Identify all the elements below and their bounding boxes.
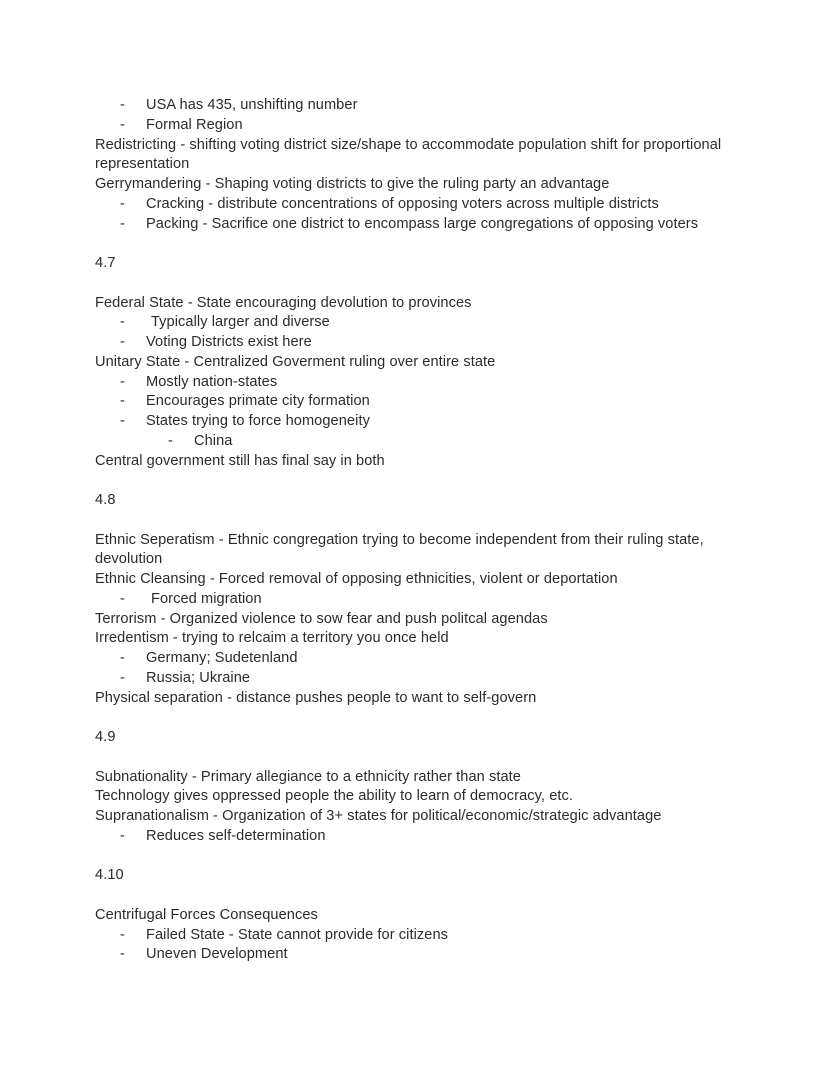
- note-bullet-label: Packing - Sacrifice one district to encompass large congregations of opposing voters: [146, 215, 699, 232]
- section-number: 4.10: [95, 867, 124, 884]
- note-bullet-level-1: [120, 215, 729, 235]
- note-paragraph: Centrifugal Forces Consequences: [95, 906, 318, 923]
- note-bullet-label: USA has 435, unshifting number: [146, 97, 358, 113]
- note-bullet-level-1: [120, 669, 729, 689]
- note-bullet-label: Typically larger and diverse: [151, 314, 330, 331]
- note-bullet-level-1: [120, 412, 729, 432]
- dash-bullet-icon: -: [120, 215, 125, 232]
- dash-bullet-icon: -: [168, 432, 173, 449]
- note-bullet-label: Uneven Development: [146, 946, 288, 963]
- note-paragraph: Physical separation - distance pushes people to want to self-govern: [95, 689, 537, 706]
- dash-bullet-icon: -: [120, 946, 125, 963]
- blank-line: [95, 847, 729, 867]
- note-bullet-label: Mostly nation-states: [146, 373, 278, 390]
- dash-bullet-icon: -: [120, 314, 125, 331]
- dash-bullet-icon: -: [120, 393, 125, 410]
- note-bullet-label: Cracking - distribute concentrations of opposing voters across multiple districts: [146, 195, 659, 212]
- blank-line: [95, 234, 729, 254]
- dash-bullet-icon: -: [120, 97, 125, 113]
- note-paragraph: Ethnic Seperatism - Ethnic congregation trying to become independent from their ruling state, devolution: [95, 531, 708, 568]
- note-paragraph: Supranationalism - Organization of 3+ states for political/economic/strategic advantage: [95, 808, 662, 824]
- section-number: 4.9: [95, 729, 116, 745]
- note-bullet-level-1: [120, 313, 729, 333]
- note-bullet-label: China: [194, 432, 233, 449]
- note-paragraph: Central government still has final say in both: [95, 452, 385, 469]
- dash-bullet-icon: -: [120, 590, 125, 607]
- note-bullet-level-1: [120, 195, 729, 215]
- note-bullet-level-1: [120, 392, 729, 412]
- blank-line: [95, 886, 729, 906]
- note-bullet-level-2: [168, 432, 729, 452]
- note-paragraph: Ethnic Cleansing - Forced removal of opposing ethnicities, violent or deportation: [95, 571, 618, 587]
- dash-bullet-icon: -: [120, 669, 125, 686]
- note-paragraph: Technology gives oppressed people the ability to learn of democracy, etc.: [95, 788, 574, 805]
- blank-line: [95, 471, 729, 491]
- dash-bullet-icon: -: [120, 413, 125, 429]
- section-number: 4.7: [95, 255, 116, 271]
- note-paragraph: Gerrymandering - Shaping voting districts to give the ruling party an advantage: [95, 176, 610, 192]
- blank-line: [95, 511, 729, 531]
- note-paragraph: Subnationality - Primary allegiance to a ethnicity rather than state: [95, 768, 521, 785]
- note-bullet-label: Formal Region: [146, 116, 243, 133]
- document-body: [95, 96, 729, 965]
- dash-bullet-icon: -: [120, 926, 125, 943]
- note-bullet-level-1: [120, 649, 729, 669]
- note-bullet-label: States trying to force homogeneity: [146, 413, 370, 429]
- dash-bullet-icon: -: [120, 827, 125, 844]
- blank-line: [95, 748, 729, 768]
- blank-line: [95, 708, 729, 728]
- note-bullet-level-1: [120, 96, 729, 116]
- dash-bullet-icon: -: [120, 650, 125, 666]
- note-paragraph: Irredentism - trying to relcaim a territory you once held: [95, 630, 449, 647]
- note-bullet-label: Voting Districts exist here: [146, 334, 312, 350]
- note-bullet-level-1: [120, 945, 729, 965]
- note-bullet-label: Reduces self-determination: [146, 827, 326, 844]
- section-number: 4.8: [95, 492, 116, 508]
- note-bullet-label: Forced migration: [151, 590, 262, 607]
- note-paragraph: Federal State - State encouraging devolution to provinces: [95, 294, 472, 311]
- dash-bullet-icon: -: [120, 116, 125, 133]
- note-bullet-label: Germany; Sudetenland: [146, 650, 298, 666]
- note-bullet-level-1: [120, 373, 729, 393]
- note-bullet-level-1: [120, 333, 729, 353]
- note-bullet-label: Encourages primate city formation: [146, 393, 370, 410]
- dash-bullet-icon: -: [120, 334, 125, 350]
- note-bullet-label: Russia; Ukraine: [146, 669, 251, 686]
- note-paragraph: Unitary State - Centralized Goverment ruling over entire state: [95, 353, 496, 370]
- note-paragraph: Redistricting - shifting voting district size/shape to accommodate population shift for proportional representation: [95, 136, 726, 173]
- note-bullet-level-1: [120, 116, 729, 136]
- note-bullet-level-1: [120, 590, 729, 610]
- note-bullet-level-1: [120, 926, 729, 946]
- dash-bullet-icon: -: [120, 195, 125, 212]
- note-paragraph: Terrorism - Organized violence to sow fear and push politcal agendas: [95, 610, 548, 627]
- dash-bullet-icon: -: [120, 373, 125, 390]
- blank-line: [95, 274, 729, 294]
- note-bullet-level-1: [120, 827, 729, 847]
- note-bullet-label: Failed State - State cannot provide for citizens: [146, 926, 449, 943]
